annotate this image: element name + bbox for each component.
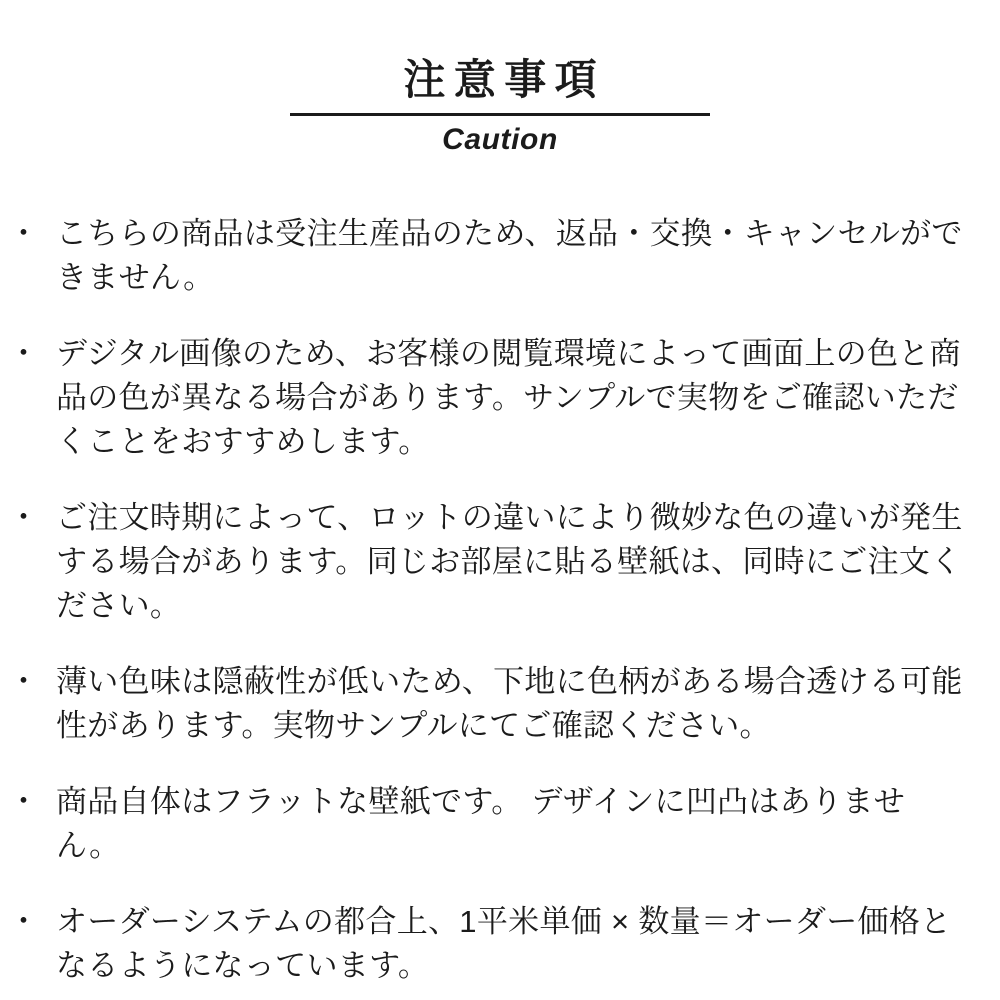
caution-list-item [8,212,964,300]
bullet-icon: ・ [8,784,40,819]
caution-list-item [8,496,964,628]
caution-list-item [8,660,964,748]
caution-text: オーダーシステムの都合上、1平米単価 × 数量＝オーダー価格となるようになっています。 [56,904,952,983]
page-subtitle: Caution [442,123,558,156]
caution-text: こちらの商品は受注生産品のため、返品・交換・キャンセルができません。 [56,216,963,295]
caution-list-item [8,780,964,868]
caution-text: 商品自体はフラットな壁紙です。 デザインに凹凸はありません。 [56,784,906,863]
caution-text: 薄い色味は隠蔽性が低いため、下地に色柄がある場合透ける可能性があります。実物サンプルにてご確認ください。 [56,664,963,743]
header [0,0,1000,157]
caution-text: ご注文時期によって、ロットの違いにより微妙な色の違いが発生する場合があります。同じお部屋に貼る壁紙は、同時にご注文ください。 [56,500,963,623]
bullet-icon: ・ [8,336,40,371]
page-title: 注意事項 [403,56,605,103]
caution-list-item [8,900,964,988]
bullet-icon: ・ [8,904,40,939]
caution-list-item [8,332,964,464]
caution-list [0,212,1000,988]
bullet-icon: ・ [8,216,40,251]
bullet-icon: ・ [8,500,40,535]
bullet-icon: ・ [8,664,40,699]
title-divider [290,113,710,116]
caution-text: デジタル画像のため、お客様の閲覧環境によって画面上の色と商品の色が異なる場合があります。サンプルで実物をご確認いただくことをおすすめします。 [56,336,961,459]
